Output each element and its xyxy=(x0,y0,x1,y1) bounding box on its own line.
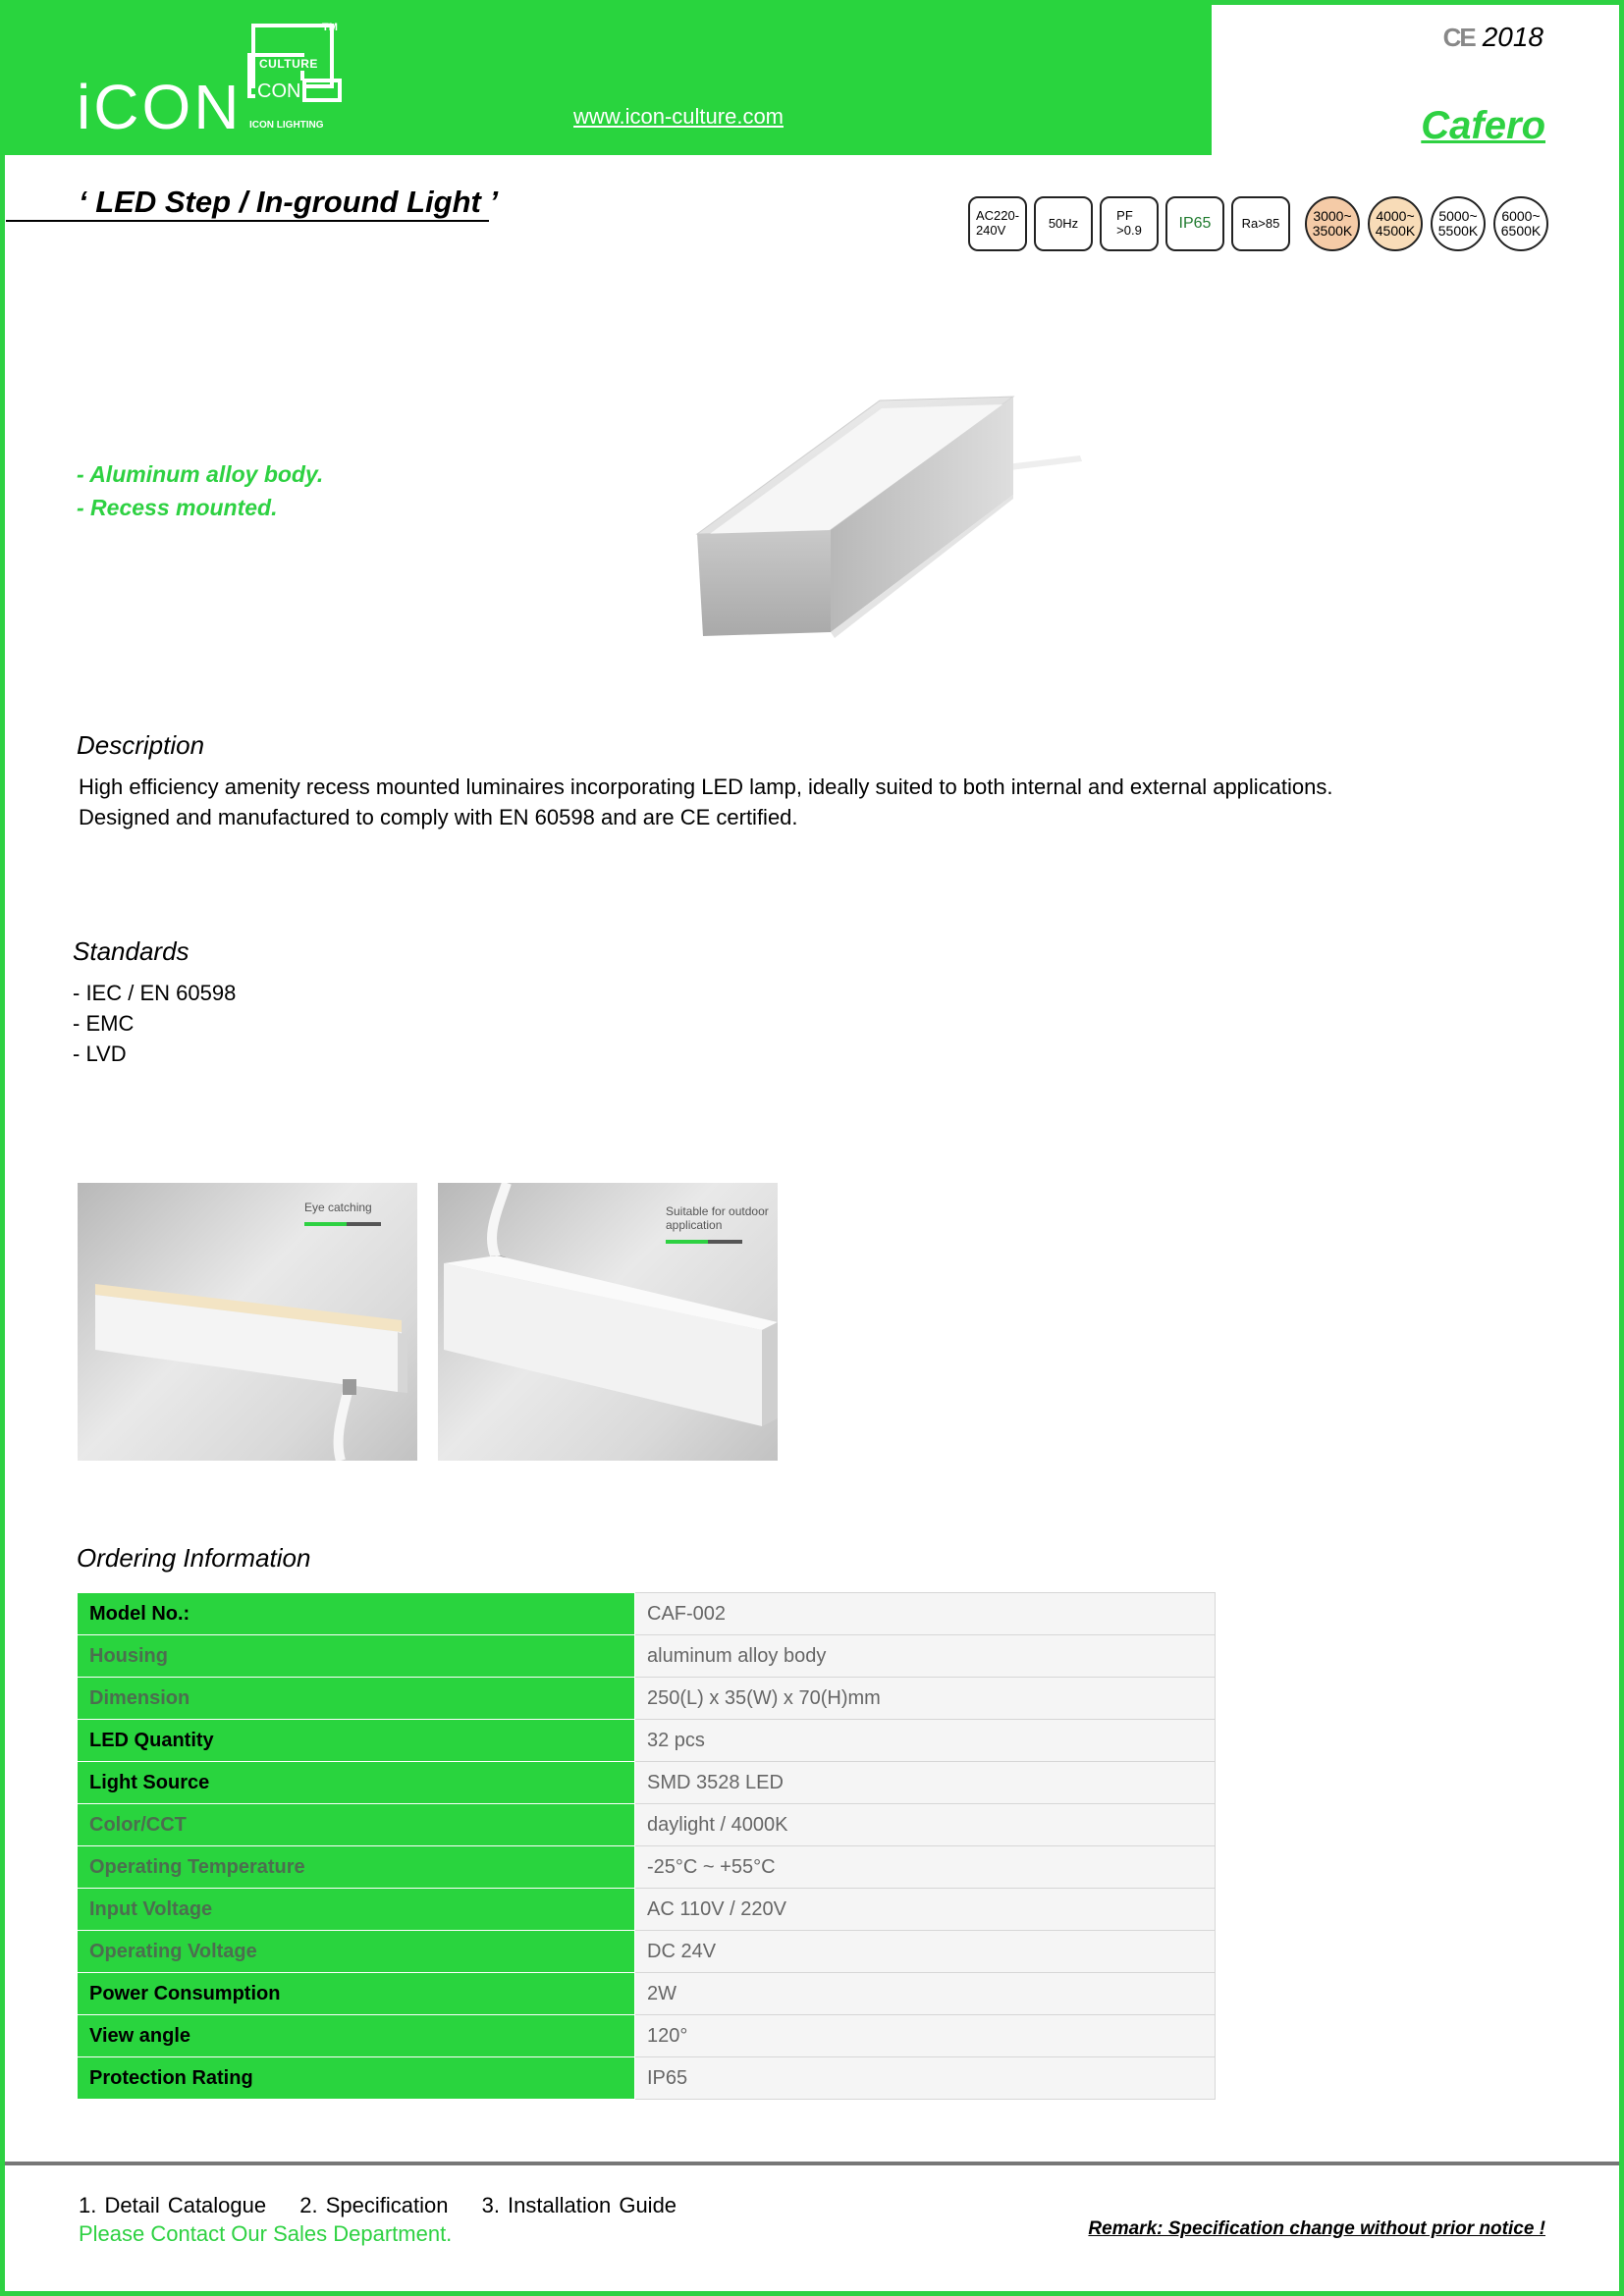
row-value: CAF-002 xyxy=(635,1593,1216,1635)
row-label: View angle xyxy=(78,2015,635,2057)
table-row xyxy=(78,1804,1216,1846)
row-label: LED Quantity xyxy=(78,1720,635,1762)
row-value: DC 24V xyxy=(635,1931,1216,1973)
trademark-symbol: TM xyxy=(322,22,338,33)
icon-culture-logo xyxy=(247,24,346,118)
row-label: Color/CCT xyxy=(78,1804,635,1846)
page-title: ‘ LED Step / In-ground Light ’ xyxy=(79,185,499,219)
standards-list xyxy=(73,978,236,1069)
table-row xyxy=(78,1846,1216,1889)
ce-mark-icon: CE xyxy=(1442,22,1475,52)
table-row xyxy=(78,2057,1216,2100)
table-row xyxy=(78,1973,1216,2015)
product-photo-outdoor xyxy=(438,1183,778,1461)
row-label: Light Source xyxy=(78,1762,635,1804)
catalogue-year: 2018 xyxy=(1482,22,1543,52)
description-line: High efficiency amenity recess mounted luminaires incorporating LED lamp, ideally suited to both internal and external applications. xyxy=(79,774,1333,799)
table-row xyxy=(78,2015,1216,2057)
feature-list xyxy=(77,457,323,524)
footer-divider xyxy=(5,2162,1619,2165)
remark-note: Remark: Specification change without prior notice ! xyxy=(1088,2218,1545,2239)
power-factor-badge: PF >0.9 xyxy=(1100,196,1159,251)
table-row xyxy=(78,1762,1216,1804)
ip-rating-badge: IP65 xyxy=(1165,196,1224,251)
product-name: Cafero xyxy=(1421,104,1545,147)
cct-options xyxy=(1305,196,1548,251)
row-value: AC 110V / 220V xyxy=(635,1889,1216,1931)
row-value: aluminum alloy body xyxy=(635,1635,1216,1678)
spec-badges xyxy=(968,196,1548,251)
table-row xyxy=(78,1635,1216,1678)
row-label: Housing xyxy=(78,1635,635,1678)
product-photo-eye-catching xyxy=(78,1183,417,1461)
standard-item: - IEC / EN 60598 xyxy=(73,981,237,1005)
feature-item: - Recess mounted. xyxy=(77,495,278,520)
description-line: Designed and manufactured to comply with EN 60598 and are CE certified. xyxy=(79,805,798,829)
row-label: Power Consumption xyxy=(78,1973,635,2015)
row-value: daylight / 4000K xyxy=(635,1804,1216,1846)
row-label: Operating Voltage xyxy=(78,1931,635,1973)
logo-subtitle: ICON LIGHTING xyxy=(249,120,324,131)
standard-item: - EMC xyxy=(73,1011,135,1036)
row-value: SMD 3528 LED xyxy=(635,1762,1216,1804)
cri-badge: Ra>85 xyxy=(1231,196,1290,251)
brand-wordmark: iCON xyxy=(77,72,243,142)
photo-caption: Eye catching xyxy=(304,1201,372,1214)
table-row xyxy=(78,1889,1216,1931)
table-row xyxy=(78,1720,1216,1762)
voltage-badge: AC220- 240V xyxy=(968,196,1027,251)
document-item: 3. Installation Guide xyxy=(481,2193,677,2217)
fixture-illustration xyxy=(438,1183,778,1461)
logo-culture-text: CULTURE xyxy=(259,57,318,71)
logo-con-text: CON xyxy=(257,80,301,102)
ce-year xyxy=(1443,22,1543,53)
row-label: Dimension xyxy=(78,1678,635,1720)
ordering-table xyxy=(77,1592,1216,2100)
document-item: 2. Specification xyxy=(299,2193,449,2217)
row-label: Model No.: xyxy=(78,1593,635,1635)
fixture-illustration xyxy=(78,1183,417,1461)
description-heading: Description xyxy=(77,730,205,760)
standards-heading: Standards xyxy=(73,936,189,966)
frequency-badge: 50Hz xyxy=(1034,196,1093,251)
photo-caption: Suitable for outdoor application xyxy=(666,1204,769,1232)
cct-badge-3000k: 3000~ 3500K xyxy=(1305,196,1360,251)
feature-item: - Aluminum alloy body. xyxy=(77,461,324,487)
document-list xyxy=(79,2193,702,2218)
row-value: 120° xyxy=(635,2015,1216,2057)
title-underline xyxy=(6,220,489,222)
product-image xyxy=(687,389,1100,656)
row-value: 32 pcs xyxy=(635,1720,1216,1762)
contact-note: Please Contact Our Sales Department. xyxy=(79,2221,453,2246)
table-row xyxy=(78,1931,1216,1973)
table-row xyxy=(78,1593,1216,1635)
cct-badge-5000k: 5000~ 5500K xyxy=(1431,196,1486,251)
row-label: Input Voltage xyxy=(78,1889,635,1931)
row-value: IP65 xyxy=(635,2057,1216,2100)
document-item: 1. Detail Catalogue xyxy=(79,2193,267,2217)
header-band xyxy=(0,0,1212,155)
website-link[interactable]: www.icon-culture.com xyxy=(573,104,784,129)
standard-item: - LVD xyxy=(73,1041,127,1066)
ordering-heading: Ordering Information xyxy=(77,1543,311,1573)
row-value: -25°C ~ +55°C xyxy=(635,1846,1216,1889)
row-value: 2W xyxy=(635,1973,1216,2015)
row-label: Protection Rating xyxy=(78,2057,635,2100)
description-text xyxy=(79,772,1333,832)
table-row xyxy=(78,1678,1216,1720)
row-label: Operating Temperature xyxy=(78,1846,635,1889)
row-value: 250(L) x 35(W) x 70(H)mm xyxy=(635,1678,1216,1720)
cct-badge-4000k: 4000~ 4500K xyxy=(1368,196,1423,251)
cct-badge-6000k: 6000~ 6500K xyxy=(1493,196,1548,251)
